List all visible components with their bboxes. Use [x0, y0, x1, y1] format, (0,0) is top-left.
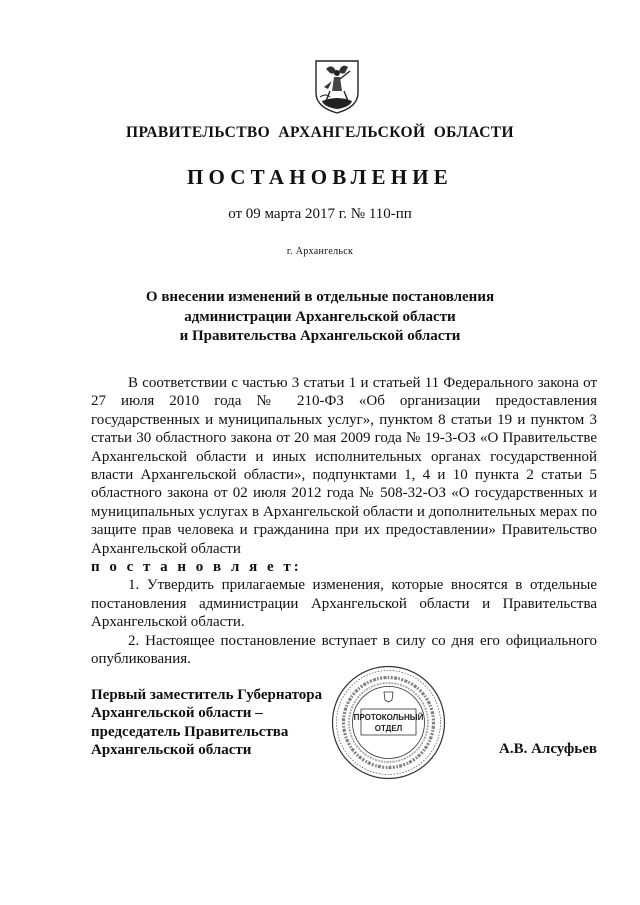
signatory-line: Архангельской области –	[91, 705, 263, 722]
decree-word-text: п о с т а н о в л я е т:	[91, 559, 302, 576]
stamp-center-line: ПРОТОКОЛЬНЫЙ	[353, 713, 424, 722]
preamble-paragraph: В соответствии с частью 3 статьи 1 и статьей 11 Федерального закона от 27 июля 2010 года № 210-ФЗ «Об организации предоставления государственных и муниципальных услуг», пунктом 8 статьи 19 и пунктом 3 статьи 30 областного закона от 20 мая 2009 года № 19-3-ОЗ «О Правительстве Архангельской области и иных исполнительных органах государственной власти Архангельской области», подпунктами 1, 4 и 10 пункта 2 статьи 5 областного закона от 02 июля 2012 года № 508-32-ОЗ «О государственных и муниципальных услугах в Архангельской области и дополнительных мерах по защите прав человека и гражданина при их предоставлении» Правительство Архангельской области	[91, 375, 597, 557]
signatory-position	[91, 686, 322, 760]
title-line: и Правительства Архангельской области	[179, 328, 461, 344]
signatory-line: Первый заместитель Губернатора	[91, 687, 323, 703]
resolution-item-1: 1. Утвердить прилагаемые изменения, которые вносятся в отдельные постановления администрации Архангельской области и Правительства Архангельской области.	[91, 577, 597, 631]
document-number-date: от 09 марта 2017 г. № 110-пп	[228, 206, 412, 222]
coat-of-arms-icon	[312, 57, 362, 115]
resolution-item-2: 2. Настоящее постановление вступает в силу со дня его официального опубликования.	[91, 632, 597, 668]
document-title	[0, 288, 640, 347]
document-body	[91, 374, 597, 669]
issue-city: г. Архангельск	[286, 246, 354, 257]
document-type: ПОСТАНОВЛЕНИЕ	[186, 165, 454, 189]
issuing-authority: ПРАВИТЕЛЬСТВО АРХАНГЕЛЬСКОЙ ОБЛАСТИ	[125, 124, 514, 141]
title-line: администрации Архангельской области	[184, 308, 456, 325]
decree-word	[91, 558, 597, 576]
title-line: О внесении изменений в отдельные постановления	[145, 289, 495, 305]
signatory-line: председатель Правительства	[91, 723, 289, 740]
stamp-center-line: ОТДЕЛ	[374, 724, 403, 733]
official-stamp	[330, 664, 447, 781]
signatory-name: А.В. Алсуфьев	[499, 741, 597, 757]
signatory-line: Архангельской области	[91, 742, 252, 759]
